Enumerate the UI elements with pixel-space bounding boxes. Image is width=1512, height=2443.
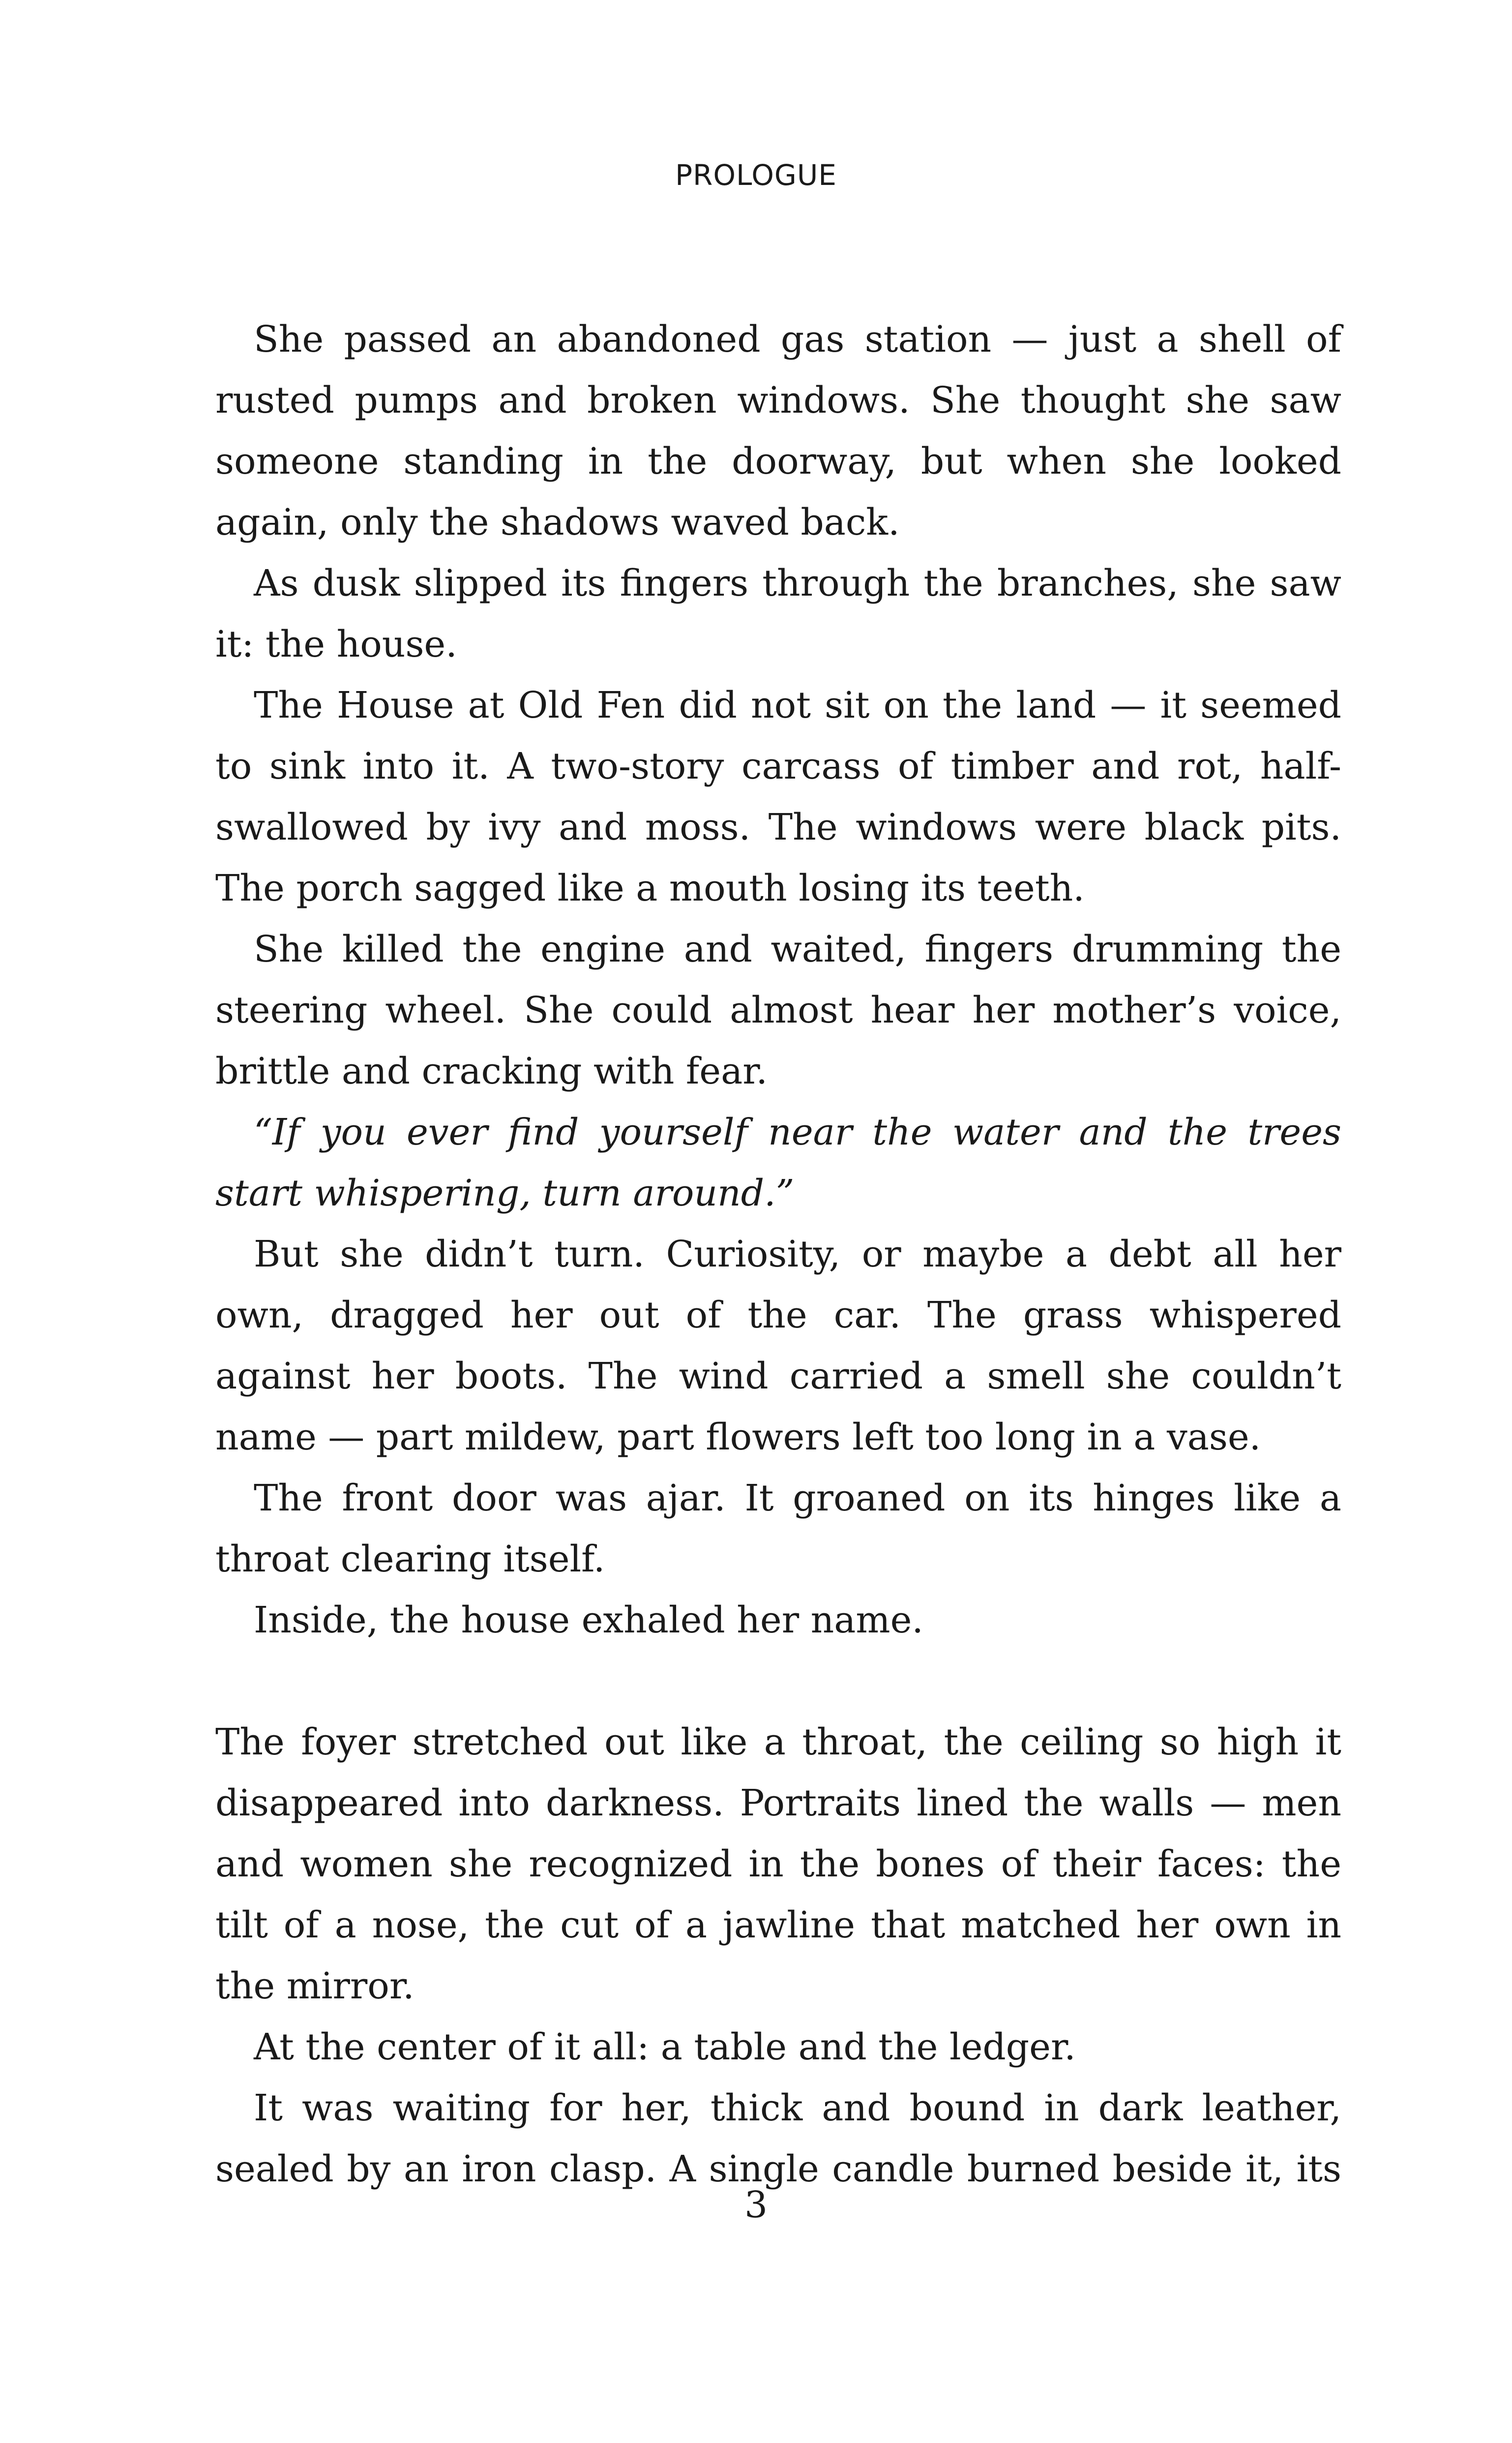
running-head: PROLOGUE	[675, 158, 837, 192]
page-number: 3	[744, 2184, 768, 2226]
paragraph: It was waiting for her, thick and bound in dark leather, sealed by an iron clasp. A single candle burned beside it, its	[215, 2087, 1341, 2190]
section-opening-paragraph: The foyer stretched out like a throat, the ceiling so high it disappeared into darkness. Portraits lined the walls — men and women she recognized in the bones of their faces: the tilt of a nose, the cut of a jawline that matched her own in the mirror.	[215, 1721, 1341, 2007]
paragraph: At the center of it all: a table and the ledger.	[254, 2026, 1076, 2068]
paragraph: But she didn’t turn. Curiosity, or maybe a debt all her own, dragged her out of the car. The grass whispered against her boots. The wind carried a smell she couldn’t name — part mildew, part flowers left too long in a vase.	[215, 1233, 1341, 1458]
body-text	[215, 309, 1341, 2200]
paragraph: Inside, the house exhaled her name.	[254, 1599, 923, 1641]
paragraph: She killed the engine and waited, fingers drumming the steering wheel. She could almost hear her mother’s voice, brittle and cracking with fear.	[215, 928, 1341, 1092]
paragraph: The House at Old Fen did not sit on the land — it seemed to sink into it. A two-story carcass of timber and rot, half-swallowed by ivy and moss. The windows were black pits. The porch sagged like a mouth losing its teeth.	[215, 684, 1341, 909]
paragraph: She passed an abandoned gas station — just a shell of rusted pumps and broken windows. She thought she saw someone standing in the doorway, but when she looked again, only the shadows waved back.	[215, 318, 1341, 543]
quoted-paragraph: “If you ever find yourself near the water and the trees start whispering, turn around.”	[215, 1111, 1341, 1214]
paragraph: As dusk slipped its fingers through the branches, she saw it: the house.	[215, 562, 1341, 665]
paragraph: The front door was ajar. It groaned on its hinges like a throat clearing itself.	[215, 1477, 1341, 1580]
